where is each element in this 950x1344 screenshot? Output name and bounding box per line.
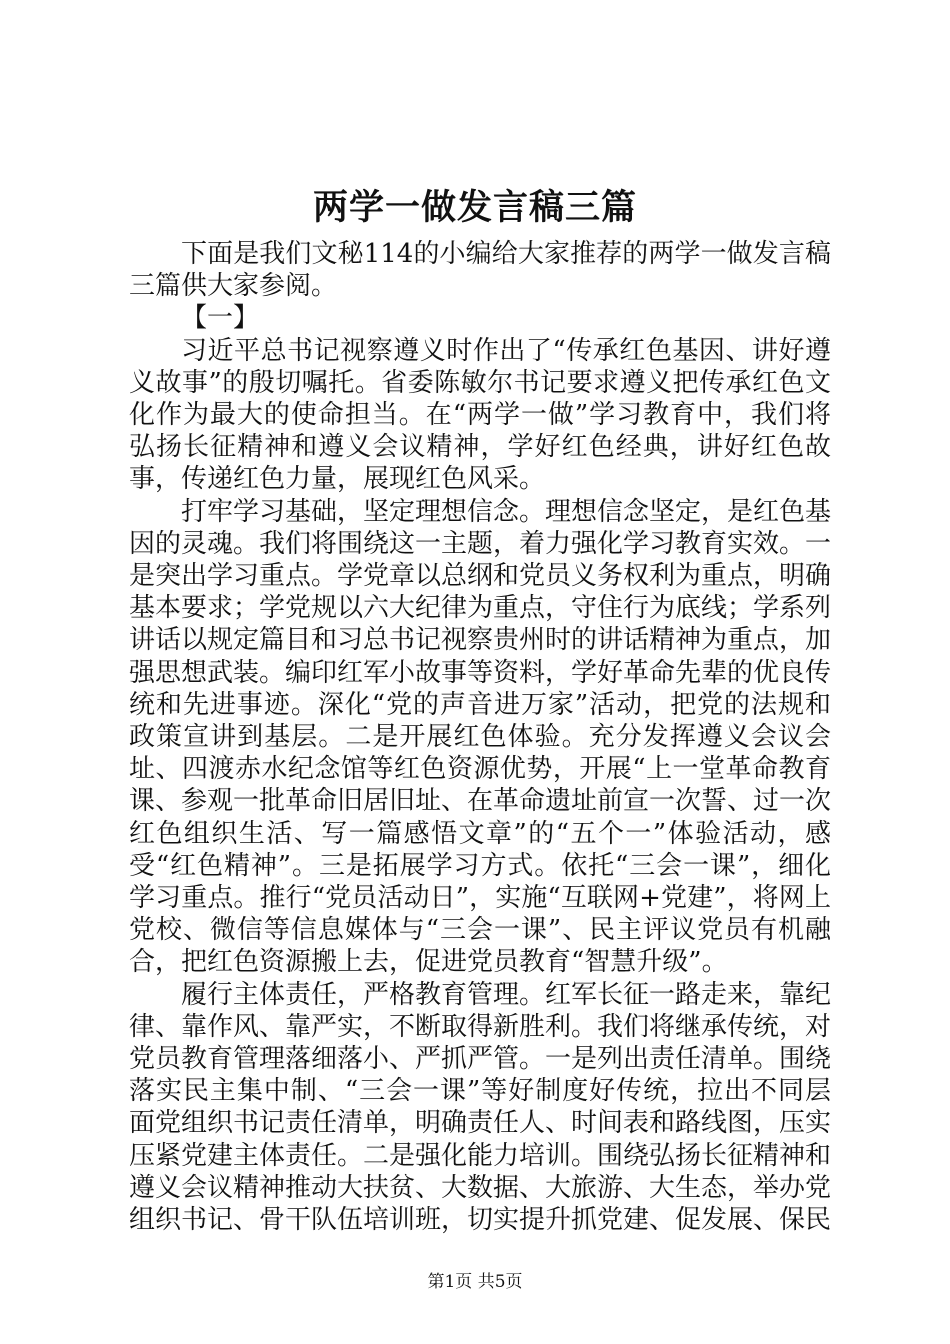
document-body (129, 238, 831, 1236)
body-paragraph: 履行主体责任，严格教育管理。红军长征一路走来，靠纪律、靠作风、靠严实，不断取得新胜利。我们将继承传统，对党员教育管理落细落小、严抓严管。一是列出责任清单。围绕落实民主集中制、“三会一课”等好制度好传统，拉出不同层面党组织书记责任清单，明确责任人、时间表和路线图，压实压紧党建主体责任。二是强化能力培训。围绕弘扬长征精神和遵义会议精神推动大扶贫、大数据、大旅游、大生态，举办党组织书记、骨干队伍培训班，切实提升抓党建、促发展、保民 (129, 979, 832, 1236)
page-footer: 第1页 共5页 (427, 1272, 523, 1292)
section-heading: 【一】 (181, 303, 260, 334)
body-paragraph: 习近平总书记视察遵义时作出了“传承红色基因、讲好遵义故事”的殷切嘱托。省委陈敏尔书记要求遵义把传承红色文化作为最大的使命担当。在“两学一做”学习教育中，我们将弘扬长征精神和遵义会议精神，学好红色经典，讲好红色故事，传递红色力量，展现红色风采。 (129, 335, 831, 495)
body-paragraph: 打牢学习基础，坚定理想信念。理想信念坚定，是红色基因的灵魂。我们将围绕这一主题，着力强化学习教育实效。一是突出学习重点。学党章以总纲和党员义务权利为重点，明确基本要求；学党规以六大纪律为重点，守住行为底线；学系列讲话以规定篇目和习总书记视察贵州时的讲话精神为重点，加强思想武装。编印红军小故事等资料，学好革命先辈的优良传统和先进事迹。深化“党的声音进万家”活动，把党的法规和政策宣讲到基层。二是开展红色体验。充分发挥遵义会议会址、四渡赤水纪念馆等红色资源优势，开展“上一堂革命教育课、参观一批革命旧居旧址、在革命遗址前宣一次誓、过一次红色组织生活、写一篇感悟文章”的“五个一”体验活动，感受“红色精神”。三是拓展学习方式。依托“三会一课”，细化学习重点。推行“党员活动日”，实施“互联网+党建”，将网上党校、微信等信息媒体与“三会一课”、民主评议党员有机融合，把红色资源搬上去，促进党员教育“智慧升级”。 (129, 496, 832, 978)
document-title: 两学一做发言稿三篇 (312, 187, 637, 228)
intro-paragraph: 下面是我们文秘114的小编给大家推荐的两学一做发言稿三篇供大家参阅。 (129, 239, 831, 302)
